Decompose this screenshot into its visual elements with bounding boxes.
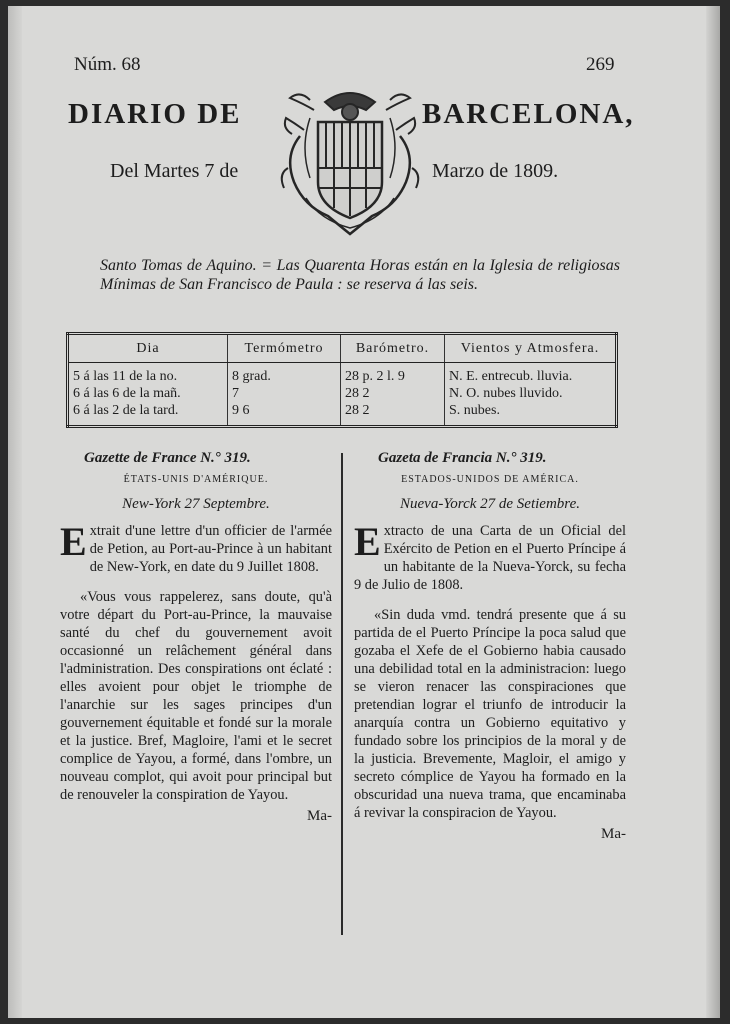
spanish-column-heading: Gazeta de Francia N.° 319.: [378, 450, 547, 466]
weather-cell-baro: 28 p. 2 l. 9: [341, 363, 445, 386]
masthead-title-left: DIARIO DE: [68, 98, 242, 130]
weather-table: [66, 332, 618, 428]
spanish-paragraph-intro: [354, 519, 626, 594]
weather-cell-term: 8 grad.: [228, 363, 341, 386]
french-column-dateline: New-York 27 Septembre.: [122, 496, 270, 512]
french-intro-text: xtrait d'une lettre d'un officier de l'armée de Petion, au Port-au-Prince à un habitant de New-York, en date du 9 Juillet 1808.: [89, 523, 332, 575]
page-edge-shadow: [706, 6, 720, 1018]
weather-cell-dia: 6 á las 2 de la tard.: [68, 402, 228, 427]
french-paragraph-intro: [60, 519, 332, 576]
weather-header-termometro: Termómetro: [228, 334, 341, 363]
page-number: 269: [586, 54, 615, 75]
page-spine-shadow: [8, 6, 22, 1018]
issue-number: Núm. 68: [74, 54, 141, 75]
weather-header-dia: Dia: [68, 334, 228, 363]
masthead-title-right: BARCELONA,: [422, 98, 635, 130]
weather-header-barometro: Barómetro.: [341, 334, 445, 363]
weather-cell-wind: N. O. nubes lluvido.: [449, 385, 563, 401]
french-column-subheading: ÉTATS-UNIS D'AMÉRIQUE.: [123, 474, 269, 485]
table-row: [68, 402, 617, 427]
date-right: Marzo de 1809.: [432, 160, 559, 182]
weather-cell-baro: 28 2: [341, 385, 445, 402]
weather-cell-dia: 6 á las 6 de la mañ.: [68, 385, 228, 402]
coat-of-arms-icon: [270, 78, 430, 238]
religious-notice: Santo Tomas de Aquino. = Las Quarenta Horas están en la Iglesia de religiosas Mínimas de San Francisco de Paula : se reserva á las seis.: [100, 257, 620, 293]
french-column-heading: Gazette de France N.° 319.: [84, 450, 251, 466]
drop-cap: E: [60, 519, 87, 564]
drop-cap: E: [354, 519, 381, 564]
catchword: Ma-: [601, 826, 626, 842]
weather-cell-term: 9 6: [228, 402, 341, 427]
spanish-column-dateline: Nueva-Yorck 27 de Setiembre.: [400, 496, 580, 512]
weather-cell-dia: 5 á las 11 de la no.: [68, 363, 228, 386]
french-paragraph-body: «Vous vous rappelerez, sans doute, qu'à votre départ du Port-au-Prince, la mauvaise santé du chef du gouvernement avoit occasionné un relâchement général dans l'administration. Des conspirations ont éclaté : elles avoient pour objet le triomphe de l'anarchie sur les sages principes d'un gouvernement équitable et fondé sur la morale et la justice. Bref, Magloire, l'ami et le secret complice de Yayou, a formé, dans l'ombre, un nouveau complot, qui avoit pour principal but de renouveler la conspiration de Yayou.: [60, 589, 332, 803]
weather-header-row: [68, 334, 617, 363]
weather-header-vientos: Vientos y Atmosfera.: [445, 334, 617, 363]
spanish-column: [354, 450, 626, 843]
date-left: Del Martes 7 de: [110, 160, 239, 182]
weather-cell-baro: 28 2: [341, 402, 445, 427]
column-divider: [341, 453, 343, 935]
spanish-column-subheading: ESTADOS-UNIDOS DE AMÉRICA.: [401, 474, 579, 485]
weather-cell-wind: N. E. entrecub. lluvia.: [449, 368, 573, 384]
weather-cell-wind: S. nubes.: [449, 402, 500, 418]
newspaper-page: [8, 6, 720, 1018]
table-row: [68, 363, 617, 386]
french-column: [60, 450, 332, 825]
spanish-paragraph-body: «Sin duda vmd. tendrá presente que á su partida de el Puerto Príncipe la poca salud que gozaba el Xefe de el Gobierno habia causado una debilidad total en la administracion: luego se vieron renacer las conspiraciones que pretendian lograr el triunfo de introducir la anarquía contra un Gobierno equitativo y fundado sobre los principios de la moral y de la justicia. Brevemente, Magloir, el amigo y secreto cómplice de Yayou ha formado en la obscuridad una nueva trama, que encaminaba á revivar la conspiracion de Yayou.: [354, 607, 626, 821]
spanish-intro-text: xtracto de una Carta de un Oficial del Exército de Petion en el Puerto Príncipe á un habitante de la Nueva-Yorck, su fecha 9 de Julio de 1808.: [354, 523, 626, 593]
catchword: Ma-: [307, 808, 332, 824]
weather-cell-term: 7: [228, 385, 341, 402]
table-row: [68, 385, 617, 402]
